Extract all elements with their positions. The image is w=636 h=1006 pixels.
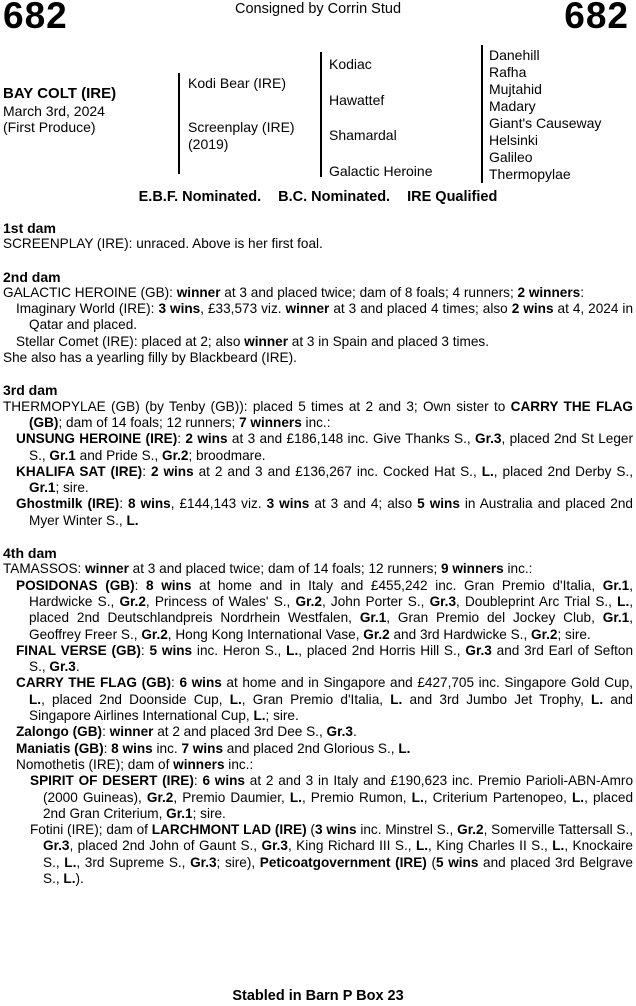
pedigree-paragraph: CARRY THE FLAG (GB): 6 wins at home and in Singapore and £427,705 inc. Singapore Gold Cup, L., placed 2nd Doonside Cup, L., Gran Premio d'Italia, L. and 3rd Jumbo Jet Trophy, L. and Singapore Airlines International Cup, L.; sire. (16, 675, 634, 724)
pedigree-paragraph: Fotini (IRE); dam of LARCHMONT LAD (IRE) (3 wins inc. Minstrel S., Gr.2, Somerville Tattersall S., Gr.3, placed 2nd John of Gaunt S., Gr.3, King Richard III S., L., King Charles II S., L., Knockaire S., L., 3rd Supreme S., Gr.3; sire), Peticoatgovernment (IRE) (5 wins and placed 3rd Belgrave S., L.). (30, 822, 634, 886)
great-grandparent-name: Giant's Causeway (489, 115, 602, 131)
pedigree-paragraph: KHALIFA SAT (IRE): 2 wins at 2 and 3 and £136,267 inc. Cocked Hat S., L., placed 2nd Derby S., Gr.1; sire. (16, 463, 633, 496)
stabling-note: Stabled in Barn P Box 23 (232, 988, 404, 1004)
dam-section-heading: 2nd dam (3, 268, 61, 285)
lot-number-right: 682 (564, 0, 629, 36)
lot-number-left: 682 (3, 0, 68, 36)
pedigree-paragraph: SCREENPLAY (IRE): unraced. Above is her first foal. (3, 236, 323, 252)
grandparent-name: Galactic Heroine (329, 162, 433, 179)
pedigree-paragraph: GALACTIC HEROINE (GB): winner at 3 and placed twice; dam of 8 foals; 4 runners; 2 winners: (3, 284, 584, 300)
subject-produce-note: (First Produce) (3, 119, 96, 135)
pedigree-paragraph: POSIDONAS (GB): 8 wins at home and in Italy and £455,242 inc. Gran Premio d'Italia, Gr.1, Hardwicke S., Gr.2, Princess of Wales' S., Gr.2, John Porter S., Gr.3, Doubleprint Arc Trial S., L., placed 2nd Deutschlandpreis Nordrhein Westfalen, Gr.1, Gran Premio del Jockey Club, Gr.1, Geoffrey Freer S., Gr.2, Hong Kong International Vase, Gr.2 and 3rd Hardwicke S., Gr.2; sire. (16, 577, 634, 642)
pedigree-divider-2 (320, 52, 322, 177)
sire-cell (188, 75, 318, 92)
great-grandparents-column (489, 47, 635, 183)
great-grandparent-name: Madary (489, 98, 536, 114)
nominations-line (0, 189, 636, 205)
pedigree-paragraph: Nomothetis (IRE); dam of winners inc.: (16, 756, 254, 772)
great-grandparent-name: Galileo (489, 149, 533, 165)
dam-cell (188, 119, 318, 152)
grandparent-name: Kodiac (329, 56, 372, 72)
grandparent-name: Shamardal (329, 127, 397, 143)
pedigree-paragraph: TAMASSOS: winner at 3 and placed twice; dam of 14 foals; 12 runners; 9 winners inc.: (3, 561, 533, 577)
dam-section-heading: 4th dam (3, 545, 57, 562)
pedigree-paragraph: THERMOPYLAE (GB) (by Tenby (GB)): placed 5 times at 2 and 3; Own sister to CARRY THE FLAG (GB); dam of 14 foals; 12 runners; 7 winners inc.: (3, 398, 633, 430)
great-grandparent-name: Thermopylae (489, 166, 571, 182)
dam-year: (2019) (188, 135, 229, 152)
pedigree-paragraph: FINAL VERSE (GB): 5 wins inc. Heron S., L., placed 2nd Horris Hill S., Gr.3 and 3rd Earl of Sefton S., Gr.3. (16, 642, 634, 675)
pedigree-paragraph: Maniatis (GB): 8 wins inc. 7 wins and placed 2nd Glorious S., L. (16, 740, 411, 756)
pedigree-divider-1 (178, 73, 180, 174)
ire-qualified-label: IRE Qualified (407, 189, 498, 205)
pedigree-paragraph: SPIRIT OF DESERT (IRE): 6 wins at 2 and 3 in Italy and £190,623 inc. Premio Parioli-ABN-Amro (2000 Guineas), Gr.2, Premio Daumier, L., Premio Rumon, L., Criterium Partenopeo, L., placed 2nd Gran Criterium, Gr.1; sire. (30, 773, 634, 821)
pedigree-paragraph: Ghostmilk (IRE): 8 wins, £144,143 viz. 3 wins at 3 and 4; also 5 wins in Australia and placed 2nd Myer Winter S., L. (16, 496, 633, 528)
great-grandparent-name: Mujtahid (489, 81, 542, 97)
grandparent-name: Hawattef (329, 91, 385, 108)
sire-name: Kodi Bear (IRE) (188, 75, 287, 91)
pedigree-paragraph: UNSUNG HEROINE (IRE): 2 wins at 3 and £186,148 inc. Give Thanks S., Gr.3, placed 2nd St Leger S., Gr.1 and Pride S., Gr.2; broodmare. (16, 431, 633, 463)
pedigree-paragraph: Stellar Comet (IRE): placed at 2; also winner at 3 in Spain and placed 3 times. (16, 333, 489, 349)
pedigree-paragraph: Imaginary World (IRE): 3 wins, £33,573 viz. winner at 3 and placed 4 times; also 2 wins at 4, 2024 in Qatar and placed. (16, 301, 634, 333)
great-grandparent-name: Danehill (489, 47, 540, 63)
dam-section-heading: 1st dam (3, 220, 56, 236)
pedigree-table (0, 45, 636, 187)
grandparents-column (329, 56, 479, 179)
pedigree-paragraph: She also has a yearling filly by Blackbeard (IRE). (3, 350, 297, 366)
dam-name: Screenplay (IRE) (188, 119, 295, 135)
consignor-line: Consigned by Corrin Stud (234, 1, 402, 17)
great-grandparent-name: Helsinki (489, 132, 539, 148)
subject-name: BAY COLT (IRE) (3, 85, 117, 102)
subject-horse (3, 86, 176, 136)
ebf-nominated-label: E.B.F. Nominated. (138, 189, 262, 205)
dam-section-heading: 3rd dam (3, 382, 58, 399)
pedigree-divider-3 (481, 45, 483, 183)
great-grandparent-name: Rafha (489, 64, 527, 80)
bc-nominated-label: B.C. Nominated. (278, 189, 391, 205)
subject-foaling-date: March 3rd, 2024 (3, 102, 105, 119)
pedigree-sections (3, 220, 633, 887)
pedigree-paragraph: Zalongo (GB): winner at 2 and placed 3rd Dee S., Gr.3. (16, 724, 357, 740)
